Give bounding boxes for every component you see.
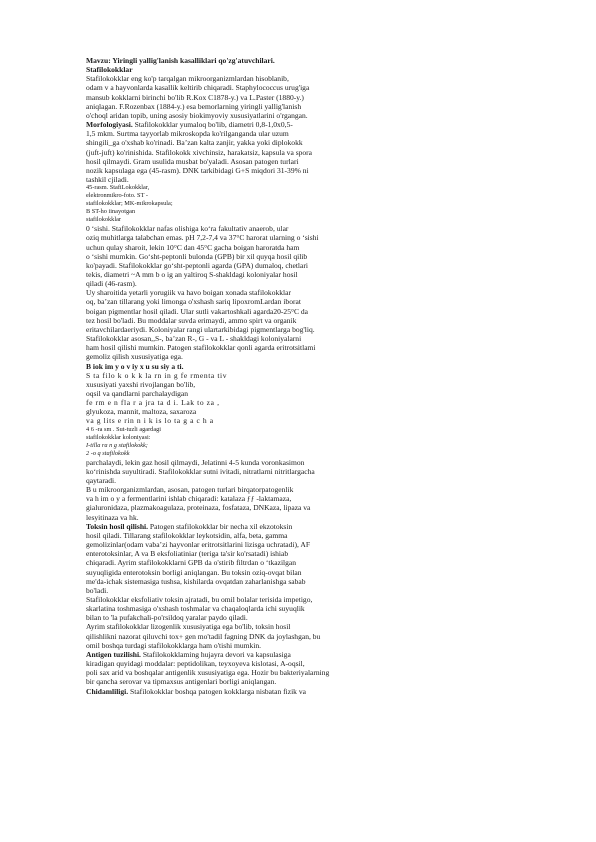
text-line: 0 ‘sishi. Stafilokokklar nafas olishiga ko‘ra fakultativ anaerob, ular [86,224,289,234]
text-line: glyukoza, mannit, maltoza, saxaroza [86,407,197,417]
text-line: ham hosil qilishi mumkin. Patogen stafilokokklar qonli agarda eritrotsitlami [86,343,316,353]
text-line: qiladi (46-rasm). [86,279,137,289]
text-line: tekis, diametri ~A mm b o ig an yaltiroq S-shakldagi koloniyalar hosil [86,269,298,279]
text-line: Stafilokokklar eng ko'p tarqalgan mikroorganizmlardan hisoblanib, [86,74,289,84]
document-page [86,56,526,696]
text-line: oziq muhitlarga talabchan emas. pH 7,2-7,4 va 37°C harorat ularning o ‘sishi [86,233,319,243]
heading-line: Stafilokokklar [86,65,133,75]
figure-caption: 4 6 -ra sm . Sut-tuzli agardagi [86,425,162,433]
text-line: oq, ba’zan tillarang yoki limonga o'xshash sariq lipoxromLardan iborat [86,297,301,307]
text-line: tez hosil bo'ladi. Bu moddalar suvda erimaydi, ammo spirt va organik [86,315,297,325]
text-line-with-heading [86,522,526,531]
text-line: uchun qulay sharoit, lekin 10°C dan 45°C gacha boigan haroratda ham [86,242,300,252]
text-line: (juft-juft) ko'rinishida. Stafilokokk xivchinsiz, harakatsiz, kapsula va spora [86,147,313,157]
text-line-content: Stafilokokklaming hujayra devori va kapsulasiga [140,649,291,659]
text-line: boigan pigmentlar hosil qiladi. Ular sutli vakartoshkali agarda20-25°C da [86,306,309,316]
text-line: me'da-ichak sistemasiga tushsa, kishilarda ovqatdan zaharlanishga sabab [86,576,306,586]
text-line: hosil qiladi. Tillarang stafilokokklar leykotsidin, alfa, beta, gamma [86,530,288,540]
text-line: aniqlagan. F.Rozenbax (1884-y.) esa bemorlarning yiringli yallig'lanish [86,101,302,111]
text-line: odam v a hayvonlarda kasallik keltirib chiqaradi. Staphylococcus urug'iga [86,83,310,93]
text-line: tashkil cjiladi. [86,175,129,185]
text-line: poli sax arid va boshqalar antigenlik xususiyatiga ega. Hozir bu bakteriyalarning [86,668,330,678]
text-line: gemolizinlar(odam vaba’zi hayvonlar eritrotsitlarini lizisga uchratadi), AF [86,540,311,550]
heading-line: B iok im y o v iy x u su siy a ti. [86,361,184,371]
figure-caption: stafilokokklar koloniyasi: [86,433,151,441]
text-line: bir qancha serovar va tipmaxsus antigenlari borligi aniqlangan. [86,677,277,687]
text-line-with-heading [86,687,526,696]
text-line: Stafilokokklar eksfoliativ toksin ajratadi, bu omil bolalar terisida impetigo, [86,594,313,604]
text-line: va h im o y a fermentlarini ishlab chiqaradi: katalaza ƒƒ -laktamaza, [86,494,292,504]
text-line: hosil qilmaydi. Gram usulida musbat bo'yaladi. Asosan patogen turlari [86,156,299,166]
text-line-with-heading [86,650,526,659]
text-line: Ayrim stafilokokklar lizogenlik xususiyatiga ega bo'lib, toksin hosil [86,622,291,632]
text-line: shingili_ga o'xshab ko'rinadi. Ba’zan kalta zanjir, yakka yoki diplokokk [86,138,303,148]
figure-caption: B ST-ho iinayotgan [86,208,136,216]
text-line: bilan to 'la pufakchali-po'rsildoq yaralar paydo qiladi. [86,613,248,623]
text-line: lesyitinaza va hk. [86,512,139,522]
text-line: mansub kokklarni birinchi bo'lib R.Kox C1878-y.) va L.Paster (1880-y.) [86,92,304,102]
heading-line: Mavzu: Yiringli yallig'lanish kasalliklari qo'zg'atuvchilari. [86,56,275,65]
text-line: kiradigan quyidagi moddalar: peptidolikan, teyxoyeva kislotasi, A-oqsil, [86,659,305,669]
text-line: ko‘rinishda suyultiradi. Stafilokokklar sutni ivitadi, nitratlarni nitritlargacha [86,466,315,476]
text-line: eritavchilardaeriydi. Koloniyalar rangi ulartarkibidagi pigmentlarga bog'liq. [86,324,315,334]
text-line-content: Patogen stafilokokklar bir necha xil ekzotoksin [148,521,293,531]
text-line: S ta filo k o k k la rn in g fe rmenta tiv [86,370,228,380]
text-line: fe rm e n fla r a jra ta d i. Lak to za , [86,398,220,408]
text-line-content: Stafilokokklar yumaloq bo'lib, diametri 0,8-1,0x0,5- [132,120,293,130]
text-line: chiqaradi. Ayrim stafilokokklarni GPB da o'stirib filtrdan o ‘tkazilgan [86,558,297,568]
section-heading: Toksin hosil qilishi. [86,521,149,531]
text-line: gialuronidaza, plazmakoagulaza, proteinaza, fosfataza, DNKaza, lipaza va [86,503,311,513]
text-line: oqsil va qandlarni parchalaydigan [86,389,189,398]
text-line: B u mikroorganizmlardan, asosan, patogen turlari birqatorpatogenlik [86,485,294,495]
text-line: o'choql aridan topib, uning asosiy biokimyoviy xususiyatlarini o'rgangan. [86,110,308,120]
text-line-with-heading [86,120,526,129]
text-line: bo'ladi. [86,585,109,595]
text-line: suyuqligida enterotoksin borligi aniqlangan. Bu toksin oziq-ovqat bilan [86,567,302,577]
figure-caption: stafilokokklar; MK-mikrokapsula; [86,200,173,208]
text-line: o ‘sishi mumkin. Go‘sht-peptonli bulonda (GPB) bir xil quyqa hosil qilib [86,251,308,261]
figure-caption: stafilokokklar [86,216,121,224]
text-line: va g lits e rin n i k is lo ta g a c h a [86,416,214,426]
section-heading: Chidamliligi. [86,686,129,696]
figure-caption-italic: I-tilla ra n g stafilokokk; [86,441,148,449]
figure-caption: elektronmikro-foto. ST - [86,192,148,200]
figure-caption-italic: 2 -o q stafilokokk [86,449,130,457]
text-line: xususiyati yaxshi rivojlangan bo'lib, [86,379,196,389]
text-line: skarlatina toshmasiga o'xshash toshmalar va chaqaloqlarda ichi suyuqlik [86,604,305,614]
text-line: Stafilokokklar asosan,,S-, ba’zan R-, G - va L - shakldagi koloniyalarni [86,334,302,344]
section-heading: Morfologiyasi. [86,120,133,130]
text-line: Uy sharoitida yetarli yorugiik va havo boigan xonada stafilokokklar [86,288,291,298]
section-heading: Antigen tuzilishi. [86,649,141,659]
text-line: ko'payadi. Stafilokokklar go‘sht-peptonli agarda (GPA) dumaloq, chetlari [86,260,308,270]
text-line: parchalaydi, lekin gaz hosil qilmaydi, Jelatinni 4-5 kunda voronkasimon [86,457,305,467]
text-line: nozik kapsulaga ega (45-rasm). DNK tarkibidagi G+S miqdori 31-39% ni [86,165,309,175]
text-line: gemoliz qilish xususiyatiga ega. [86,352,183,362]
text-line: omil boshqa turdagi stafilokokklarga ham o'tishi mumkin. [86,640,261,650]
figure-caption: 45-rasm. StafiLokokklar, [86,184,150,192]
text-line-content: Stafilokokklar boshqa patogen kokklarga nisbatan fizik va [128,686,306,696]
text-line: 1,5 mkm. Surtma tayyorlab mikroskopda ko'rilganganda ular uzum [86,129,289,139]
text-line: qaytaradi. [86,475,116,485]
text-line: qilishlikni nazorat qiluvchi tox+ gen mo'tadil fagning DNK da joylashgan, bu [86,631,321,641]
text-line: enterotoksinlar, A va B eksfoliatiniar (teriga ta'sir ko'rsatadi) ishiab [86,549,289,559]
